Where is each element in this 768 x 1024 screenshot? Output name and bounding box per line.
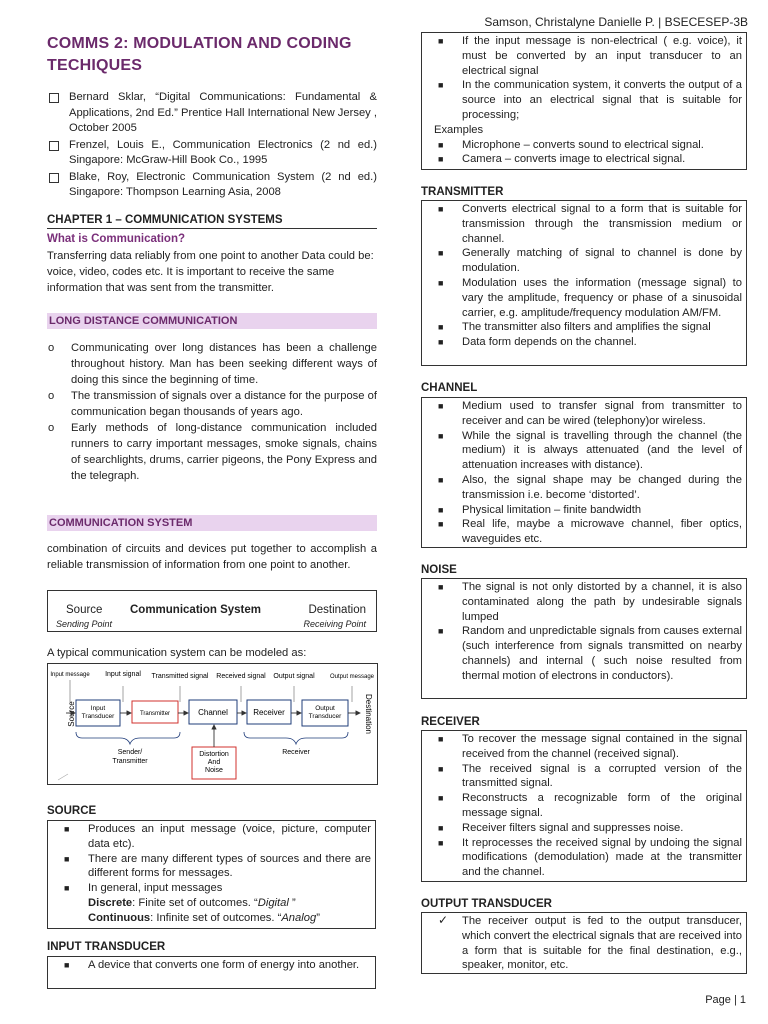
square-bullet-icon: ■ [438, 626, 444, 637]
source-destination-box [47, 590, 377, 632]
list-item: ■ Converts electrical signal to a form that is suitable for transmission through the transmission medium or channel. [438, 203, 742, 245]
list-item: ■ Real life, maybe a microwave channel, fiber optics, waveguides etc. [438, 518, 742, 546]
list-item: ■ In general, input messages [64, 882, 223, 895]
square-bullet-icon: ■ [438, 154, 444, 165]
discrete-line: Discrete: Finite set of outcomes. “Digital ” [88, 896, 296, 909]
square-bullet-icon: ■ [438, 322, 444, 333]
source-heading: SOURCE [47, 805, 97, 817]
sending-point-label: Sending Point [56, 619, 113, 629]
list-item: ■ If the input message is non-electrical ( e.g. voice), it must be converted by an input transducer to an electrical signal [438, 35, 742, 77]
square-bullet-icon: ■ [438, 204, 444, 214]
label-receiver-group: Receiver [282, 749, 310, 756]
square-bullet-icon: ■ [438, 822, 444, 833]
circle-bullet-icon: o [48, 342, 55, 354]
output-transducer-heading: OUTPUT TRANSDUCER [421, 898, 552, 910]
long-distance-list [47, 340, 377, 484]
label-output-message: Output message [329, 674, 375, 680]
label-input-message: Input message [50, 672, 90, 678]
list-item: ■ In the communication system, it converts the output of a source into an electrical signal that is suitable for processing; [438, 79, 742, 121]
continuous-line: Continuous: Infinite set of outcomes. “Analog” [88, 911, 320, 924]
reference-item: Blake, Roy, Electronic Communication System (2 nd ed.) Singapore: Thompson Learning Asia, 2008 [47, 170, 377, 201]
square-bullet-icon: ■ [438, 474, 444, 485]
input-transducer-heading: INPUT TRANSDUCER [47, 941, 166, 953]
long-distance-heading: LONG DISTANCE COMMUNICATION [47, 313, 377, 329]
square-bullet-icon: ■ [64, 883, 70, 894]
label-transmitted-signal: Transmitted signal [151, 673, 209, 680]
reference-list [47, 90, 377, 202]
transmitter-heading: TRANSMITTER [421, 186, 504, 198]
list-item: ■ Data form depends on the channel. [438, 336, 637, 349]
list-item: ■ To recover the message signal contained in the signal received from the channel (received signal). [438, 733, 742, 760]
list-item: o Early methods of long-distance communication included runners to carry important messages, smoke signals, chains of searchlights, drums, carrier pigeons, the Pony Express and the telegraph. [48, 422, 377, 482]
list-item: o The transmission of signals over a distance for the purpose of communication began thousands of years ago. [48, 390, 377, 418]
reference-item: Frenzel, Louis E., Communication Electronics (2 nd ed.) Singapore: McGraw-Hill Book Co., 1995 [47, 138, 377, 169]
block-receiver: Receiver [253, 708, 285, 717]
communication-system-body: combination of circuits and devices put together to accomplish a reliable transmission of information from one point to another. [47, 543, 377, 571]
input-transducer-continued-box [421, 32, 747, 170]
label-sender-transmitter: Sender/ Transmitter [112, 749, 148, 765]
list-item: ■ Receiver filters signal and suppresses noise. [438, 821, 684, 834]
checkbox-bullet-icon [49, 93, 59, 103]
list-item: ■ Reconstructs a recognizable form of the original message signal. [438, 792, 742, 819]
list-item: ■ It reprocesses the received signal by undoing the signal modifications (demodulation) made at the transmitter and the channel. [438, 836, 742, 879]
checkmark-bullet-icon: ✓ [438, 913, 449, 927]
label-received-signal: Received signal [216, 673, 266, 680]
list-item: ■ The signal is not only distorted by a channel, it is also contaminated along the path by undesirable signals lumped [438, 581, 742, 623]
input-transducer-box [47, 956, 376, 989]
block-output-transducer: Output Transducer [308, 705, 342, 720]
list-item: ■ A device that converts one form of energy into another. [64, 959, 360, 971]
page-number: Page | 1 [705, 994, 746, 1006]
document-title: COMMS 2: MODULATION AND CODING TECHIQUES [47, 35, 352, 74]
block-transmitter: Transmitter [139, 711, 171, 717]
square-bullet-icon: ■ [438, 277, 444, 288]
label-destination-side: Destination [364, 693, 373, 735]
block-input-transducer: Input Transducer [81, 705, 115, 720]
receiver-heading: RECEIVER [421, 716, 480, 728]
circle-bullet-icon: o [48, 390, 55, 402]
what-is-communication-heading: What is Communication? [47, 233, 185, 245]
channel-box [421, 397, 747, 548]
noise-heading: NOISE [421, 564, 457, 576]
square-bullet-icon: ■ [64, 853, 70, 864]
block-distortion-noise: Distortion And Noise [199, 751, 229, 774]
list-item: ■ Medium used to transfer signal from transmitter to receiver and can be wired (telephony)or wireless. [438, 400, 742, 427]
list-item: ■ Microphone – converts sound to electrical signal. [438, 138, 704, 151]
list-item: ■ Modulation uses the information (message signal) to vary the amplitude, frequency or phase of a sinusoidal carrier, e.g. amplitude/frequency modulation AM/FM. [438, 276, 742, 319]
examples-label: Examples [434, 123, 484, 136]
what-is-communication-body: Transferring data reliably from one point to another Data could be: voice, video, codes etc. It is important to receive the same information that was sent from the transmitter. [47, 250, 374, 294]
list-item: ■ There are many different types of sources and there are different forms for messages. [64, 852, 371, 880]
receiving-point-label: Receiving Point [303, 619, 366, 629]
square-bullet-icon: ■ [64, 824, 70, 834]
noise-box [421, 578, 747, 699]
square-bullet-icon: ■ [64, 960, 70, 970]
square-bullet-icon: ■ [438, 793, 444, 804]
square-bullet-icon: ■ [438, 248, 444, 259]
square-bullet-icon: ■ [438, 139, 444, 150]
square-bullet-icon: ■ [438, 36, 444, 46]
checkbox-bullet-icon [49, 173, 59, 183]
square-bullet-icon: ■ [438, 519, 444, 530]
transmitter-box [421, 200, 747, 366]
square-bullet-icon: ■ [438, 837, 444, 848]
list-item: ■ Generally matching of signal to channel is done by modulation. [438, 247, 742, 275]
list-item: o Communicating over long distances has been a challenge throughout history. Man has been seeking different ways of doing this since the beginning of time. [48, 342, 377, 386]
square-bullet-icon: ■ [438, 337, 444, 348]
block-channel: Channel [198, 708, 228, 717]
label-source-side: Source [67, 701, 76, 727]
list-item: ✓ The receiver output is fed to the output transducer, which convert the electrical signals that are received into a form that is suitable for the final destination, e.g., speaker, monitor, etc. [438, 913, 742, 972]
square-bullet-icon: ■ [438, 763, 444, 774]
communication-system-diagram [47, 663, 378, 785]
source-label: Source [66, 604, 103, 616]
label-output-signal: Output signal [273, 673, 315, 680]
square-bullet-icon: ■ [438, 80, 444, 91]
communication-system-label: Communication System [130, 604, 261, 616]
model-caption: A typical communication system can be modeled as: [47, 647, 307, 659]
destination-label: Destination [308, 604, 366, 616]
list-item: ■ The received signal is a corrupted version of the transmitted signal. [438, 762, 742, 790]
list-item: ■ While the signal is travelling through the channel (the medium) it is always attenuated (and the level of attenuation increases with distance). [438, 429, 742, 472]
checkbox-bullet-icon [49, 141, 59, 151]
square-bullet-icon: ■ [438, 734, 444, 744]
receiver-box [421, 730, 747, 882]
communication-system-heading: COMMUNICATION SYSTEM [47, 515, 377, 531]
square-bullet-icon: ■ [438, 504, 444, 515]
list-item: ■ The transmitter also filters and amplifies the signal [438, 321, 711, 334]
square-bullet-icon: ■ [438, 582, 444, 592]
source-box [47, 820, 376, 929]
chapter-heading: CHAPTER 1 – COMMUNICATION SYSTEMS [47, 214, 377, 229]
list-item: ■ Also, the signal shape may be changed during the transmission i.e. become ‘distorted’. [438, 473, 742, 501]
header-author: Samson, Christalyne Danielle P. | BSECESEP-3B [484, 15, 748, 29]
output-transducer-box [421, 912, 747, 974]
square-bullet-icon: ■ [438, 430, 444, 441]
label-input-signal: Input signal [105, 671, 141, 678]
list-item: ■ Camera – converts image to electrical signal. [438, 153, 686, 166]
list-item: ■ Physical limitation – finite bandwidth [438, 503, 642, 516]
channel-heading: CHANNEL [421, 382, 478, 394]
list-item: ■ Produces an input message (voice, picture, computer data etc). [64, 823, 371, 850]
list-item: ■ Random and unpredictable signals from causes external (such interference from signals transmitted on nearby channels) and internal ( such noise resulted from thermal motion of electrons in conductors). [438, 625, 742, 682]
reference-item: Bernard Sklar, “Digital Communications: Fundamental & Applications, 2nd Ed.” Prentice Hall International New Jersey , October 2005 [47, 90, 377, 137]
square-bullet-icon: ■ [438, 401, 444, 411]
circle-bullet-icon: o [48, 422, 55, 434]
